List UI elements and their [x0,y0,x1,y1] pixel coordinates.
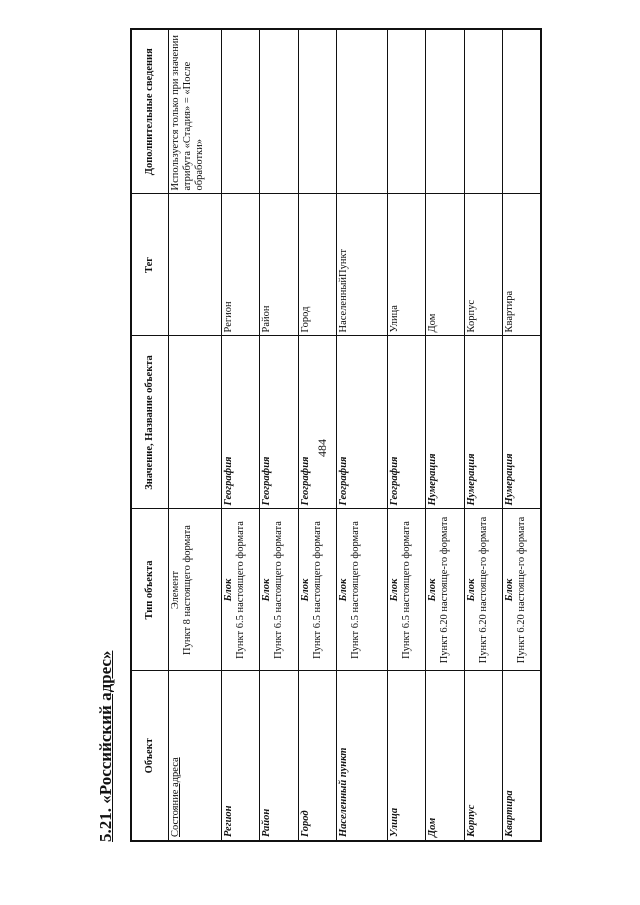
type-kind: Блок [299,578,311,602]
cell-object [336,671,387,841]
cell-extra [464,29,502,194]
object-name: Корпус [465,804,477,837]
cell-object [502,671,541,841]
object-name: Квартира [503,790,515,837]
cell-tag [260,194,298,336]
cell-type [502,509,541,671]
object-name: Населенный пункт [337,747,349,837]
header-type: Тип объекта [131,509,169,671]
cell-object [221,671,259,841]
tag-name: Корпус [465,299,477,333]
cell-extra [221,29,259,194]
cell-value [464,336,502,509]
type-ref: Пункт 6.5 настоящего формата [311,521,323,659]
cell-type [221,509,259,671]
type-kind: Блок [337,578,349,602]
tag-name: Район [261,305,273,333]
object-name: Состояние адреса [170,757,181,837]
table-row [221,29,259,841]
cell-value [169,336,222,509]
table-row [502,29,541,841]
cell-type [426,509,464,671]
object-name: Город [299,810,311,837]
type-ref: Пункт 6.20 настояще-го формата [439,516,451,664]
cell-type [298,509,336,671]
object-name: Дом [427,817,439,837]
cell-extra [387,29,425,194]
value-name: География [299,456,311,506]
type-kind: Блок [222,578,234,602]
type-ref: Пункт 6.20 настояще-го формата [515,516,527,664]
cell-tag [221,194,259,336]
cell-value [298,336,336,509]
value-name: География [261,456,273,506]
cell-object [298,671,336,841]
value-name: География [222,456,234,506]
cell-tag [298,194,336,336]
type-ref: Пункт 6.5 настоящего формата [400,521,412,659]
type-ref: Пункт 8 настоящего формата [182,525,193,655]
object-name: Район [261,808,273,837]
page-number: 484 [315,439,329,457]
cell-extra [426,29,464,194]
cell-type [336,509,387,671]
type-kind: Блок [503,578,515,602]
header-value: Значение, Название объекта [131,336,169,509]
tag-name: Квартира [503,290,515,333]
cell-value [260,336,298,509]
cell-value [426,336,464,509]
cell-object [387,671,425,841]
cell-extra [336,29,387,194]
value-name: География [388,456,400,506]
cell-type [260,509,298,671]
tag-name: Город [299,306,311,333]
section-heading: 5.21. «Российский адрес» [96,650,115,842]
cell-tag [426,194,464,336]
cell-tag [502,194,541,336]
cell-value [502,336,541,509]
table-row [260,29,298,841]
table-row [426,29,464,841]
cell-type [169,509,222,671]
cell-tag [336,194,387,336]
cell-tag [169,194,222,336]
extra-info: Используется только при значении атрибута «Стадия» = «После обработки» [170,35,205,191]
type-kind: Блок [261,578,273,602]
value-name: Нумерация [465,453,477,506]
type-ref: Пункт 6.5 настоящего формата [234,521,246,659]
value-name: Нумерация [503,453,515,506]
cell-type [464,509,502,671]
tag-name: НаселенныйПункт [337,248,349,333]
cell-value [387,336,425,509]
cell-object [169,671,222,841]
tag-name: Улица [388,305,400,333]
cell-value [336,336,387,509]
table-header-row [131,29,169,841]
value-name: Нумерация [427,453,439,506]
type-kind: Блок [388,578,400,602]
header-extra: Дополнительные сведения [131,29,169,194]
table-row [387,29,425,841]
cell-object [426,671,464,841]
table-row [169,29,222,841]
cell-extra [502,29,541,194]
type-ref: Пункт 6.20 настояще-го формата [477,516,489,664]
type-kind: Блок [465,578,477,602]
type-kind: Блок [427,578,439,602]
value-name: География [337,456,349,506]
header-tag: Тег [131,194,169,336]
type-ref: Пункт 6.5 настоящего формата [273,521,285,659]
cell-object [464,671,502,841]
cell-object [260,671,298,841]
cell-type [387,509,425,671]
object-name: Улица [388,807,400,837]
type-kind: Элемент [170,570,181,610]
table-row [298,29,336,841]
address-table [130,28,542,842]
header-object: Объект [131,671,169,841]
rotated-page-content [90,22,550,882]
cell-tag [464,194,502,336]
object-name: Регион [222,805,234,837]
cell-extra [169,29,222,194]
type-ref: Пункт 6.5 настоящего формата [349,521,361,659]
table-row [464,29,502,841]
cell-value [221,336,259,509]
cell-extra [298,29,336,194]
cell-extra [260,29,298,194]
tag-name: Дом [427,313,439,333]
tag-name: Регион [222,301,234,333]
cell-tag [387,194,425,336]
table-row [336,29,387,841]
